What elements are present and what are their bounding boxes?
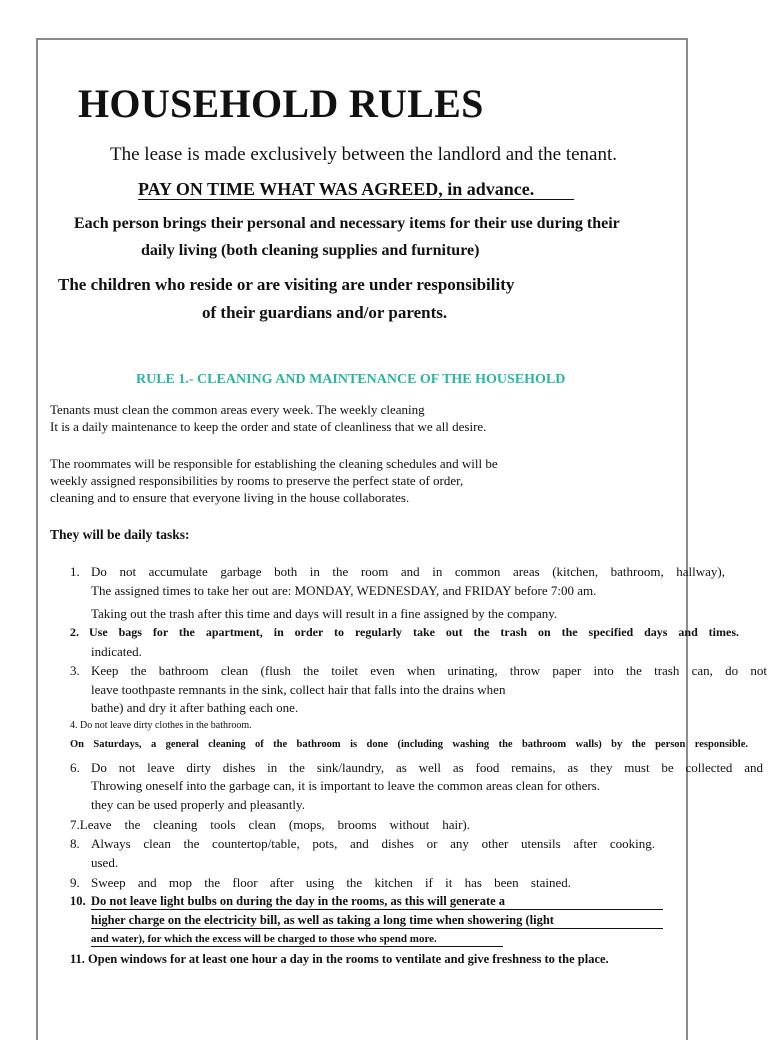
task-1-number: 1. xyxy=(70,564,80,579)
paragraph-2-line-1: The roommates will be responsible for establishing the cleaning schedules and will be xyxy=(50,456,498,471)
task-11: 11. Open windows for at least one hour a day in the rooms to ventilate and give freshness to the place. xyxy=(70,952,609,966)
page-title: HOUSEHOLD RULES xyxy=(78,81,484,126)
task-6-number: 6. xyxy=(70,760,80,775)
task-8-line-2: used. xyxy=(91,855,119,870)
paragraph-1-line-2: It is a daily maintenance to keep the order and state of cleanliness that we all desire. xyxy=(50,419,487,434)
tasks-heading: They will be daily tasks: xyxy=(50,527,190,542)
task-10-line-3: and water), for which the excess will be charged to those who spend more. xyxy=(91,933,437,945)
task-3-line-1: Keep the bathroom clean (flush the toilet even when urinating, throw paper into the trash can, do not xyxy=(91,663,767,678)
task-2-number: 2. xyxy=(70,625,79,639)
task-1-line-3: Taking out the trash after this time and days will result in a fine assigned by the company. xyxy=(91,606,558,621)
task-5-saturday-cleaning: On Saturdays, a general cleaning of the bathroom is done (including washing the bathroom walls) by the person responsible. xyxy=(70,739,748,750)
task-8-line-1: Always clean the countertop/table, pots, and dishes or any other utensils after cooking. xyxy=(91,836,655,851)
children-line-2: of their guardians and/or parents. xyxy=(202,303,448,322)
task-10-underline-3 xyxy=(91,946,503,947)
task-2-line-2: indicated. xyxy=(91,644,142,659)
task-3-number: 3. xyxy=(70,663,80,678)
task-9-line-1: Sweep and mop the floor after using the kitchen if it has been stained. xyxy=(91,875,571,890)
task-10-underline-1 xyxy=(91,909,663,910)
paragraph-2-line-3: cleaning and to ensure that everyone living in the house collaborates. xyxy=(50,490,410,505)
task-1-line-2: The assigned times to take her out are: MONDAY, WEDNESDAY, and FRIDAY before 7:00 am. xyxy=(91,583,597,598)
task-8-number: 8. xyxy=(70,836,80,851)
task-6-line-3: they can be used properly and pleasantly. xyxy=(91,797,305,812)
task-10-number: 10. xyxy=(70,894,86,908)
task-1-line-1: Do not accumulate garbage both in the room and in common areas (kitchen, bathroom, hallway), xyxy=(91,564,725,579)
task-10-line-2: higher charge on the electricity bill, as well as taking a long time when showering (light xyxy=(91,913,554,927)
task-6-line-2: Throwing oneself into the garbage can, it is important to leave the common areas clean for others. xyxy=(91,778,600,793)
personal-items-line-1: Each person brings their personal and necessary items for their use during their xyxy=(74,215,620,232)
task-7: 7.Leave the cleaning tools clean (mops, brooms without hair). xyxy=(70,817,470,832)
task-6-line-1: Do not leave dirty dishes in the sink/laundry, as well as food remains, as they must be collected and xyxy=(91,760,763,775)
task-10-line-1: Do not leave light bulbs on during the day in the rooms, as this will generate a xyxy=(91,894,506,908)
payment-statement: PAY ON TIME WHAT WAS AGREED, in advance. xyxy=(138,179,535,199)
task-2-line-1: Use bags for the apartment, in order to regularly take out the trash on the specified days and times. xyxy=(89,625,739,639)
task-10-underline-2 xyxy=(91,928,663,929)
task-4: 4. Do not leave dirty clothes in the bathroom. xyxy=(70,720,252,731)
paragraph-2-line-2: weekly assigned responsibilities by rooms to preserve the perfect state of order, xyxy=(50,473,464,488)
task-3-line-2: leave toothpaste remnants in the sink, collect hair that falls into the drains when xyxy=(91,682,506,697)
task-3-line-3: bathe) and dry it after bathing each one. xyxy=(91,700,299,715)
lease-statement: The lease is made exclusively between the landlord and the tenant. xyxy=(110,144,618,165)
task-9-number: 9. xyxy=(70,875,80,890)
rule-1-heading: RULE 1.- CLEANING AND MAINTENANCE OF THE HOUSEHOLD xyxy=(136,372,566,387)
personal-items-line-2: daily living (both cleaning supplies and furniture) xyxy=(141,242,480,259)
paragraph-1-line-1: Tenants must clean the common areas every week. The weekly cleaning xyxy=(50,402,425,417)
children-line-1: The children who reside or are visiting are under responsibility xyxy=(58,275,515,294)
payment-underline xyxy=(138,199,574,200)
